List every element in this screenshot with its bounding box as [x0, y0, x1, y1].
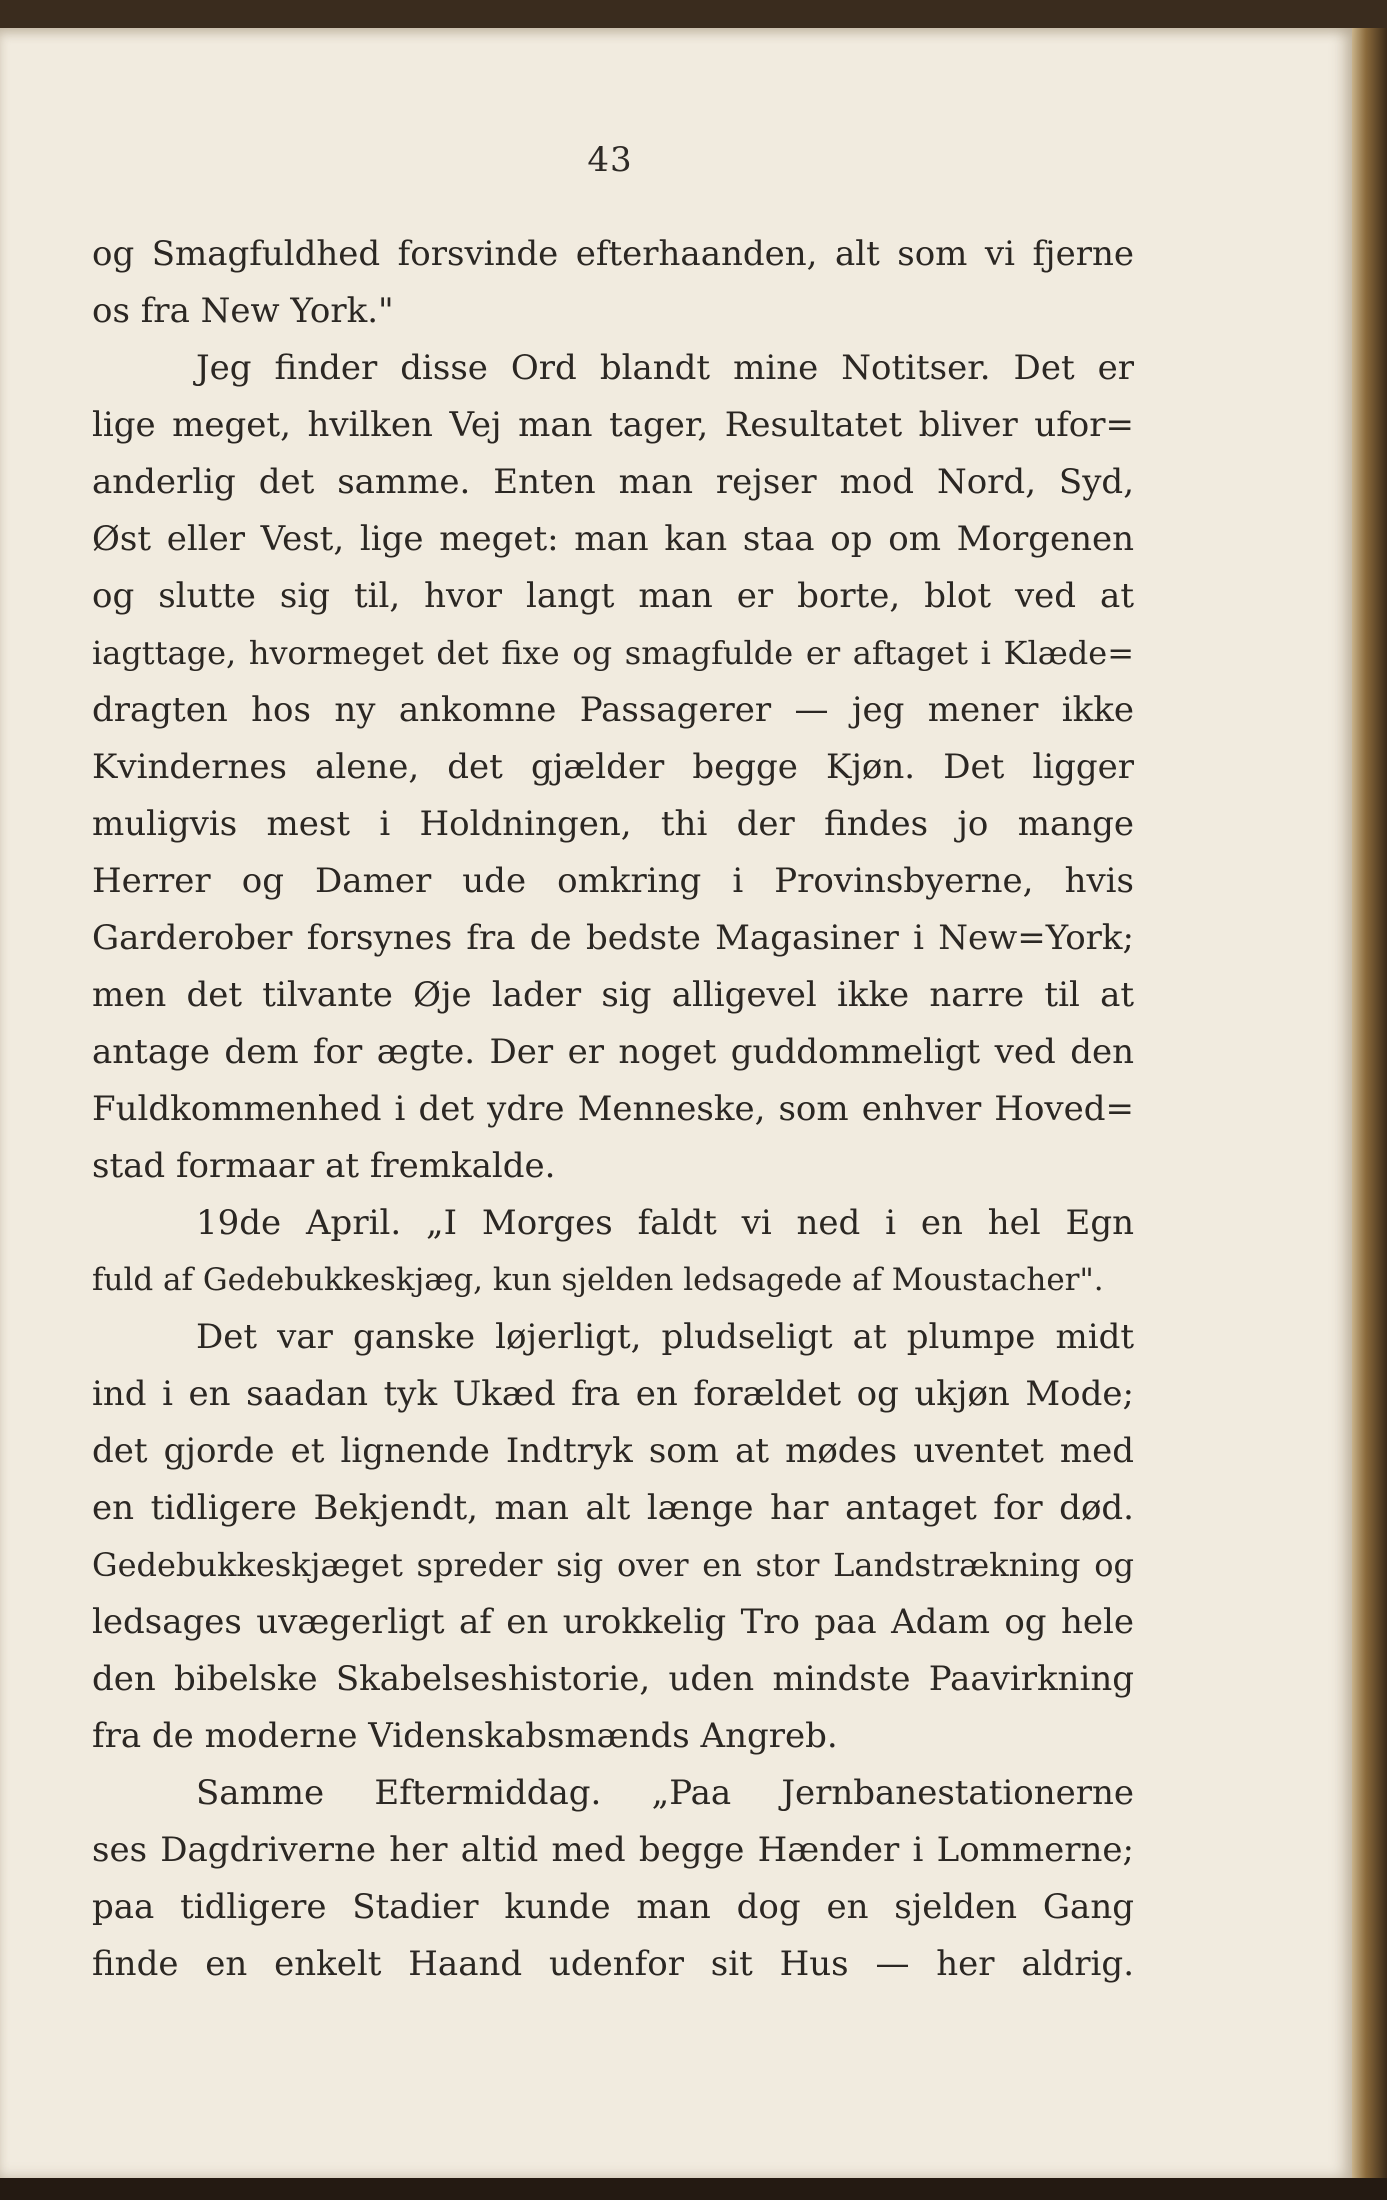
- text-line: Samme Eftermiddag. „Paa Jernbanestationerne: [196, 1773, 1134, 1813]
- text-line: ses Dagdriverne her altid med begge Hænder i Lommerne;: [92, 1830, 1134, 1870]
- text-line: 19de April. „I Morges faldt vi ned i en hel Egn: [196, 1203, 1134, 1243]
- text-line: Garderober forsynes fra de bedste Magasiner i New=York;: [92, 918, 1134, 958]
- text-line: muligvis mest i Holdningen, thi der findes jo mange: [92, 804, 1134, 844]
- text-line: Det var ganske løjerligt, pludseligt at plumpe midt: [196, 1317, 1134, 1357]
- text-line: iagttage, hvormeget det fixe og smagfulde er aftaget i Klæde=: [92, 634, 1134, 672]
- page-number: 43: [587, 140, 633, 180]
- text-line: en tidligere Bekjendt, man alt længe har antaget for død.: [92, 1488, 1134, 1528]
- text-line: fuld af Gedebukkeskjæg, kun sjelden ledsagede af Moustacher".: [92, 1262, 1104, 1298]
- text-line: stad formaar at fremkalde.: [92, 1146, 556, 1186]
- text-line: den bibelske Skabelseshistorie, uden mindste Paavirkning: [92, 1659, 1134, 1699]
- text-line: anderlig det samme. Enten man rejser mod Nord, Syd,: [92, 462, 1134, 502]
- text-line: finde en enkelt Haand udenfor sit Hus — her aldrig.: [92, 1944, 1134, 1984]
- book-page-edge: [1352, 28, 1387, 2178]
- text-line: Gedebukkeskjæget spreder sig over en stor Landstrækning og: [92, 1546, 1134, 1584]
- text-line: Fuldkommenhed i det ydre Menneske, som enhver Hoved=: [92, 1089, 1134, 1129]
- text-line: antage dem for ægte. Der er noget guddommeligt ved den: [92, 1032, 1134, 1072]
- text-line: fra de moderne Videnskabsmænds Angreb.: [92, 1716, 838, 1756]
- text-line: Kvindernes alene, det gjælder begge Kjøn. Det ligger: [92, 747, 1134, 787]
- text-line: og slutte sig til, hvor langt man er borte, blot ved at: [92, 576, 1134, 616]
- text-line: ledsages uvægerligt af en urokkelig Tro paa Adam og hele: [92, 1602, 1134, 1642]
- book-page: [0, 28, 1352, 2178]
- text-line: os fra New York.": [92, 291, 394, 331]
- body-text: [92, 226, 1134, 1993]
- text-line: Jeg finder disse Ord blandt mine Notitser. Det er: [196, 348, 1134, 388]
- text-line: Øst eller Vest, lige meget: man kan staa op om Morgenen: [92, 519, 1134, 559]
- text-line: ind i en saadan tyk Ukæd fra en forældet og ukjøn Mode;: [92, 1374, 1134, 1414]
- text-line: Herrer og Damer ude omkring i Provinsbyerne, hvis: [92, 861, 1134, 901]
- text-line: dragten hos ny ankomne Passagerer — jeg mener ikke: [92, 690, 1134, 730]
- text-line: lige meget, hvilken Vej man tager, Resultatet bliver ufor=: [92, 405, 1134, 445]
- text-line: det gjorde et lignende Indtryk som at mødes uventet med: [92, 1431, 1134, 1471]
- text-line: paa tidligere Stadier kunde man dog en sjelden Gang: [92, 1887, 1134, 1927]
- text-line: og Smagfuldhed forsvinde efterhaanden, alt som vi fjerne: [92, 234, 1134, 274]
- text-line: men det tilvante Øje lader sig alligevel ikke narre til at: [92, 975, 1134, 1015]
